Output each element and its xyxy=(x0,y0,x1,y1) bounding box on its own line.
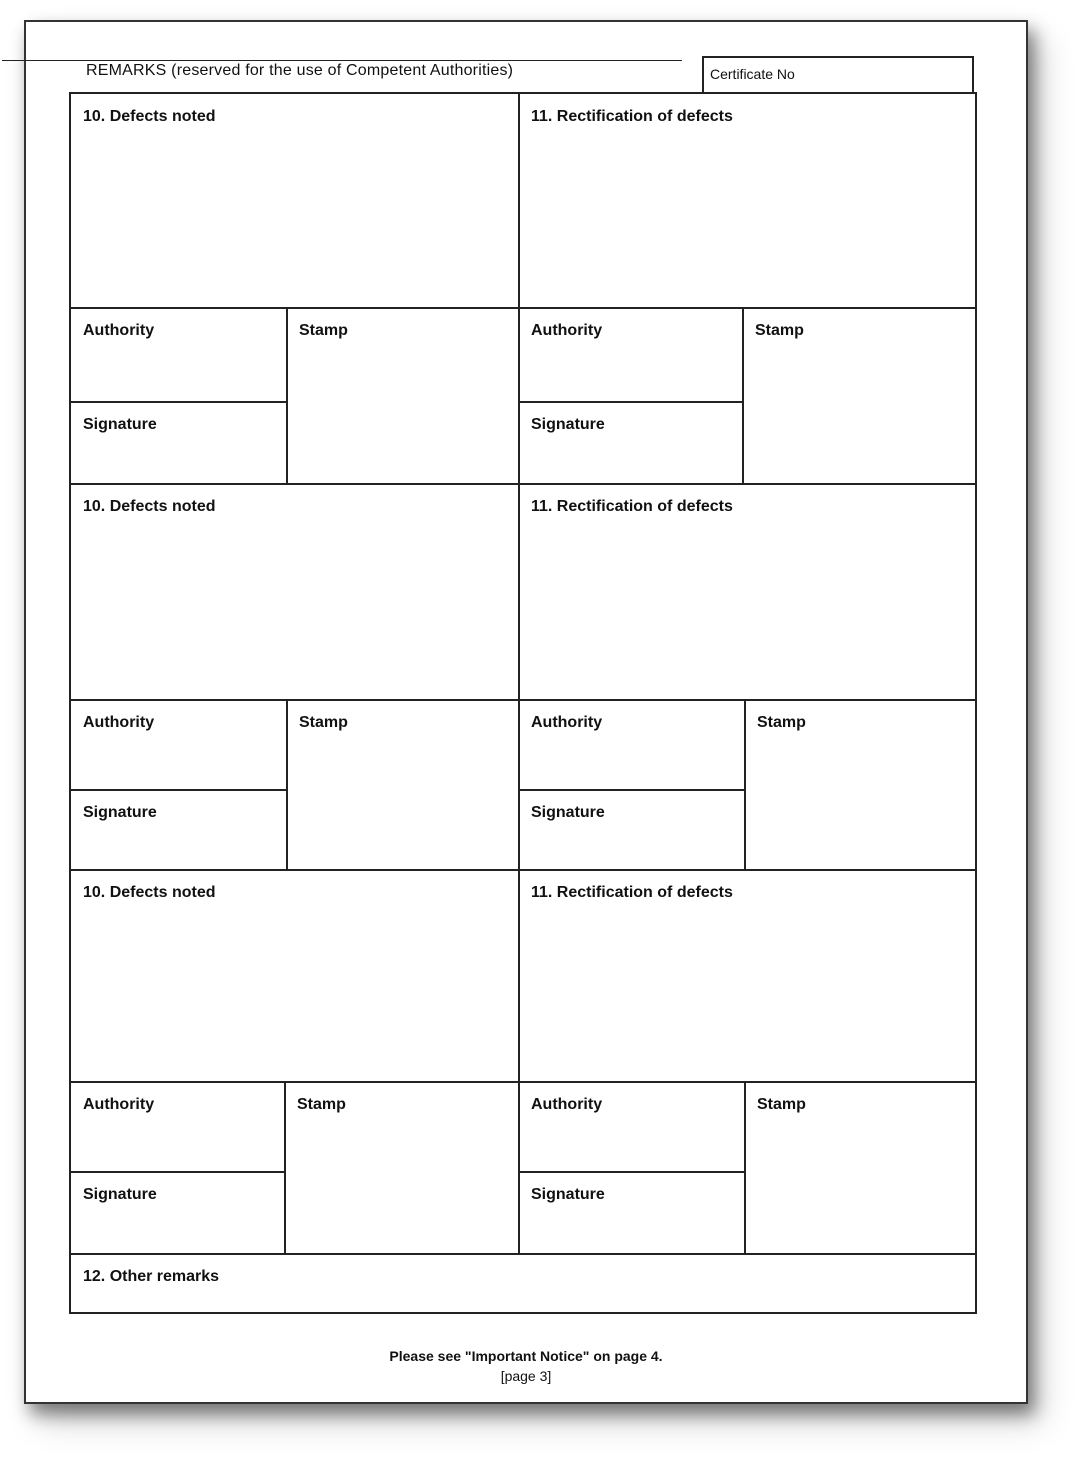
authority-label: Authority xyxy=(83,322,155,339)
form-page xyxy=(24,20,1028,1404)
divider xyxy=(519,789,745,791)
divider xyxy=(71,699,975,701)
authority-field-1-right[interactable] xyxy=(519,308,743,402)
stamp-label: Stamp xyxy=(755,322,804,339)
stamp-label: Stamp xyxy=(757,714,806,731)
divider xyxy=(742,308,744,484)
divider xyxy=(71,483,975,485)
stamp-field-3-right[interactable] xyxy=(745,1082,975,1254)
authority-label: Authority xyxy=(83,1096,155,1113)
stamp-label: Stamp xyxy=(757,1096,806,1113)
stamp-field-1-right[interactable] xyxy=(743,308,975,484)
signature-field-3-right[interactable] xyxy=(519,1172,745,1254)
defects-noted-field-1[interactable] xyxy=(71,94,519,308)
stamp-label: Stamp xyxy=(299,322,348,339)
stamp-label: Stamp xyxy=(297,1096,346,1113)
authority-label: Authority xyxy=(83,714,155,731)
authority-label: Authority xyxy=(531,714,603,731)
defects-noted-label-3: 10. Defects noted xyxy=(83,884,216,901)
rectification-label-3: 11. Rectification of defects xyxy=(531,884,733,901)
rectification-field-2[interactable] xyxy=(519,484,975,700)
other-remarks-label: 12. Other remarks xyxy=(83,1268,220,1285)
signature-label: Signature xyxy=(531,804,605,821)
signature-field-3-left[interactable] xyxy=(71,1172,285,1254)
rectification-label-2: 11. Rectification of defects xyxy=(531,498,733,515)
stamp-field-2-left[interactable] xyxy=(287,700,519,870)
defects-noted-label-2: 10. Defects noted xyxy=(83,498,216,515)
rectification-label-1: 11. Rectification of defects xyxy=(531,108,733,125)
defects-noted-field-3[interactable] xyxy=(71,870,519,1082)
important-notice-text: Please see "Important Notice" on page 4. xyxy=(389,1348,663,1364)
signature-label: Signature xyxy=(83,416,157,433)
divider xyxy=(71,1171,285,1173)
signature-label: Signature xyxy=(83,804,157,821)
divider xyxy=(71,869,975,871)
rectification-field-1[interactable] xyxy=(519,94,975,308)
authority-label: Authority xyxy=(531,322,603,339)
stamp-label: Stamp xyxy=(299,714,348,731)
divider xyxy=(71,789,287,791)
divider xyxy=(71,1253,975,1255)
defects-noted-field-2[interactable] xyxy=(71,484,519,700)
divider xyxy=(284,1082,286,1254)
divider xyxy=(744,1082,746,1254)
remarks-heading: REMARKS (reserved for the use of Competent Authorities) xyxy=(86,62,514,79)
authority-label: Authority xyxy=(531,1096,603,1113)
certificate-number-label: Certificate No xyxy=(710,66,795,82)
top-rule xyxy=(2,60,682,61)
authority-field-3-right[interactable] xyxy=(519,1082,745,1172)
divider xyxy=(71,401,287,403)
rectification-field-3[interactable] xyxy=(519,870,975,1082)
stamp-field-1-left[interactable] xyxy=(287,308,519,484)
certificate-number-field[interactable] xyxy=(702,56,974,92)
signature-label: Signature xyxy=(531,416,605,433)
remarks-grid xyxy=(69,92,977,1314)
authority-field-2-left[interactable] xyxy=(71,700,287,790)
signature-field-2-right[interactable] xyxy=(519,790,745,870)
page-number: [page 3] xyxy=(500,1368,552,1384)
divider xyxy=(519,401,743,403)
divider xyxy=(286,700,288,870)
signature-field-1-right[interactable] xyxy=(519,402,743,484)
divider xyxy=(519,1171,745,1173)
divider xyxy=(744,700,746,870)
authority-field-2-right[interactable] xyxy=(519,700,745,790)
signature-field-2-left[interactable] xyxy=(71,790,287,870)
divider xyxy=(286,308,288,484)
signature-label: Signature xyxy=(531,1186,605,1203)
authority-field-1-left[interactable] xyxy=(71,308,287,402)
stamp-field-3-left[interactable] xyxy=(285,1082,519,1254)
defects-noted-label-1: 10. Defects noted xyxy=(83,108,216,125)
stamp-field-2-right[interactable] xyxy=(745,700,975,870)
divider xyxy=(71,1081,975,1083)
other-remarks-field[interactable] xyxy=(71,1254,975,1312)
divider xyxy=(518,94,520,1254)
signature-field-1-left[interactable] xyxy=(71,402,287,484)
divider xyxy=(71,307,975,309)
signature-label: Signature xyxy=(83,1186,157,1203)
authority-field-3-left[interactable] xyxy=(71,1082,285,1172)
